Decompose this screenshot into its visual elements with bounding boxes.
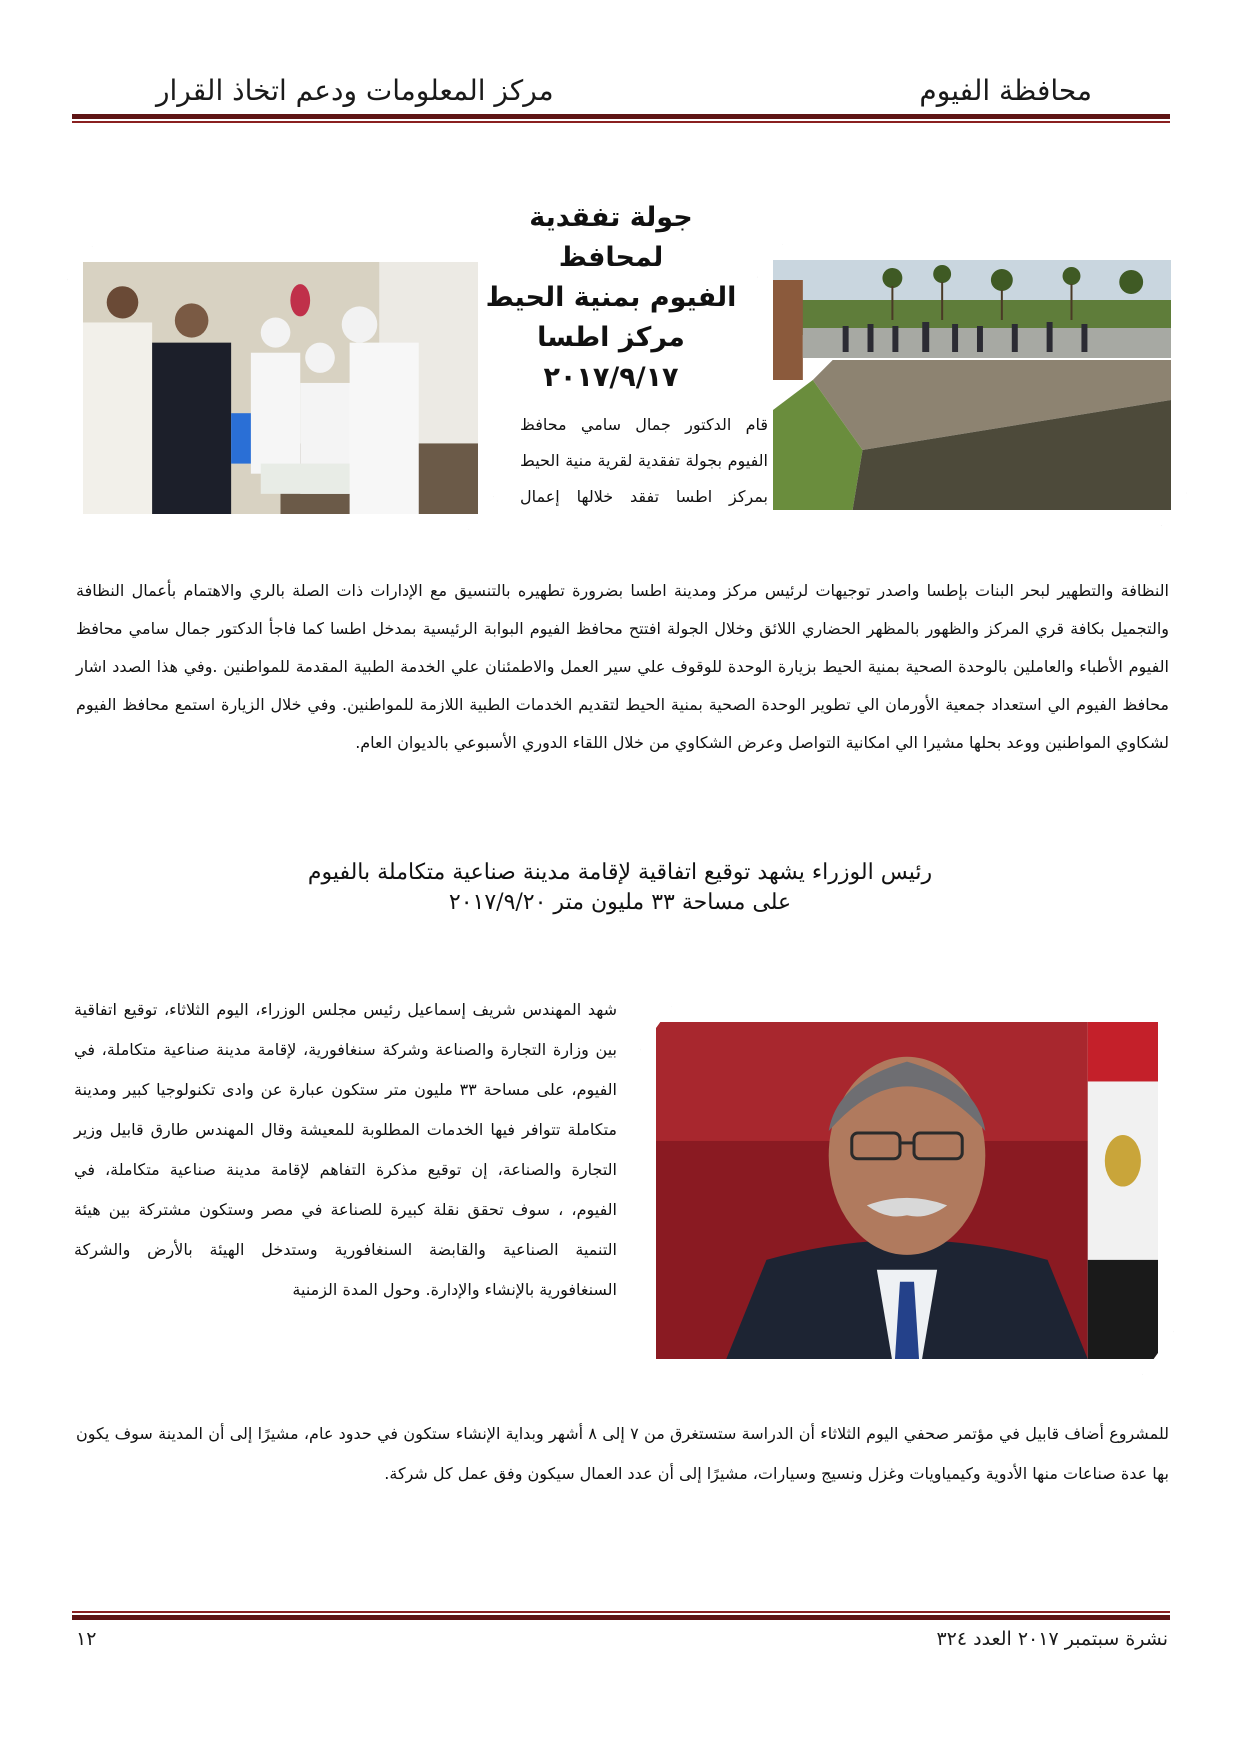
page-number: ١٢	[76, 1628, 97, 1650]
prime-minister-portrait-image	[656, 1022, 1158, 1359]
article1-body: النظافة والتطهير لبحر البنات بإطسا واصدر توجيهات لرئيس مركز ومدينة اطسا بضرورة تطهيره بالتنسيق مع الإدارات ذات الصلة بالري والاهتمام بأعمال النظافة والتجميل بكافة قري المركز والظهور بالمظهر الحضاري اللائق وخلال الجولة افتتح محافظ الفيوم البوابة الرئيسية بمدخل اطسا كما فاجأ الدكتور جمال سامي محافظ الفيوم الأطباء والعاملين بالوحدة الصحية بمنية الحيط بزيارة الوحدة للوقوف علي سير العمل والاطمئنان علي الخدمة الطبية المقدمة للمواطنين .وفي هذا الصدد اشار محافظ الفيوم الي استعداد جمعية الأورمان الي تطوير الوحدة الصحية بمنية الحيط لتقديم الخدمات الطبية اللازمة للمواطنين. وفي خلال الزيارة استمع محافظ الفيوم لشكاوي المواطنين ووعد بحلها مشيرا الي امكانية التواصل وعرض الشكاوي من خلال اللقاء الدوري الأسبوعي بالديوان العام.	[76, 581, 1169, 752]
article1-title-line-2: الفيوم بمنية الحيط	[485, 282, 737, 313]
footer-issue: نشرة سبتمبر ٢٠١٧ العدد ٣٢٤	[936, 1628, 1168, 1650]
canal-inspection-image	[773, 260, 1171, 510]
article1-title	[480, 198, 742, 398]
article1-title-line-3: مركز اطسا	[537, 322, 685, 353]
footer-rule-thin	[72, 1611, 1170, 1613]
header-governorate: محافظة الفيوم	[919, 74, 1092, 107]
health-unit-visit-image	[83, 262, 478, 514]
article2-title-line-2: على مساحة ٣٣ مليون متر ٢٠١٧/٩/٢٠	[448, 890, 792, 915]
photo-prime-minister	[640, 1006, 1174, 1375]
article2-body-continuation: للمشروع أضاف قابيل في مؤتمر صحفي اليوم الثلاثاء أن الدراسة ستستغرق من ٧ إلى ٨ أشهر وبداية الإنشاء ستكون في حدود عام، مشيرًا إلى أن المدينة سوف يكون بها عدة صناعات منها الأدوية وكيمياويات وغزل ونسيج وسيارات، مشيرًا إلى أن عدد العمال سيكون وفق عمل كل شركة.	[76, 1424, 1170, 1483]
article2-title	[160, 858, 1080, 918]
article1-title-line-1: جولة تفقدية لمحافظ	[529, 202, 693, 273]
footer-rule	[72, 1615, 1170, 1620]
header-rule	[72, 114, 1170, 119]
header-rule-thin	[72, 121, 1170, 123]
article1-title-date: ٢٠١٧/٩/١٧	[543, 362, 679, 393]
article1-intro: قام الدكتور جمال سامي محافظ الفيوم بجولة تفقدية لقرية منية الحيط بمركز اطسا تفقد خلالها إعمال	[520, 415, 768, 506]
photo-health-unit-visit	[67, 246, 494, 530]
header-center-name: مركز المعلومات ودعم اتخاذ القرار	[156, 74, 554, 107]
photo-canal-inspection	[757, 244, 1187, 526]
article2-body-column: شهد المهندس شريف إسماعيل رئيس مجلس الوزراء، اليوم الثلاثاء، توقيع اتفاقية بين وزارة التجارة والصناعة وشركة سنغافورية، لإقامة مدينة صناعية متكاملة، في الفيوم، على مساحة ٣٣ مليون متر ستكون عبارة عن وادى تكنولوجيا كبير ومدينة متكاملة تتوافر فيها الخدمات المطلوبة للمعيشة وقال المهندس طارق قابيل وزير التجارة والصناعة، إن توقيع مذكرة التفاهم لإقامة مدينة صناعية متكاملة، في الفيوم، ، سوف تحقق نقلة كبيرة للصناعة في مصر وستكون مشتركة بين هيئة التنمية الصناعية والقابضة السنغافورية وستدخل الهيئة بالأرض والشركة السنغافورية بالإنشاء والإدارة. وحول المدة الزمنية	[74, 1000, 617, 1299]
article2-title-line-1: رئيس الوزراء يشهد توقيع اتفاقية لإقامة مدينة صناعية متكاملة بالفيوم	[307, 860, 933, 885]
